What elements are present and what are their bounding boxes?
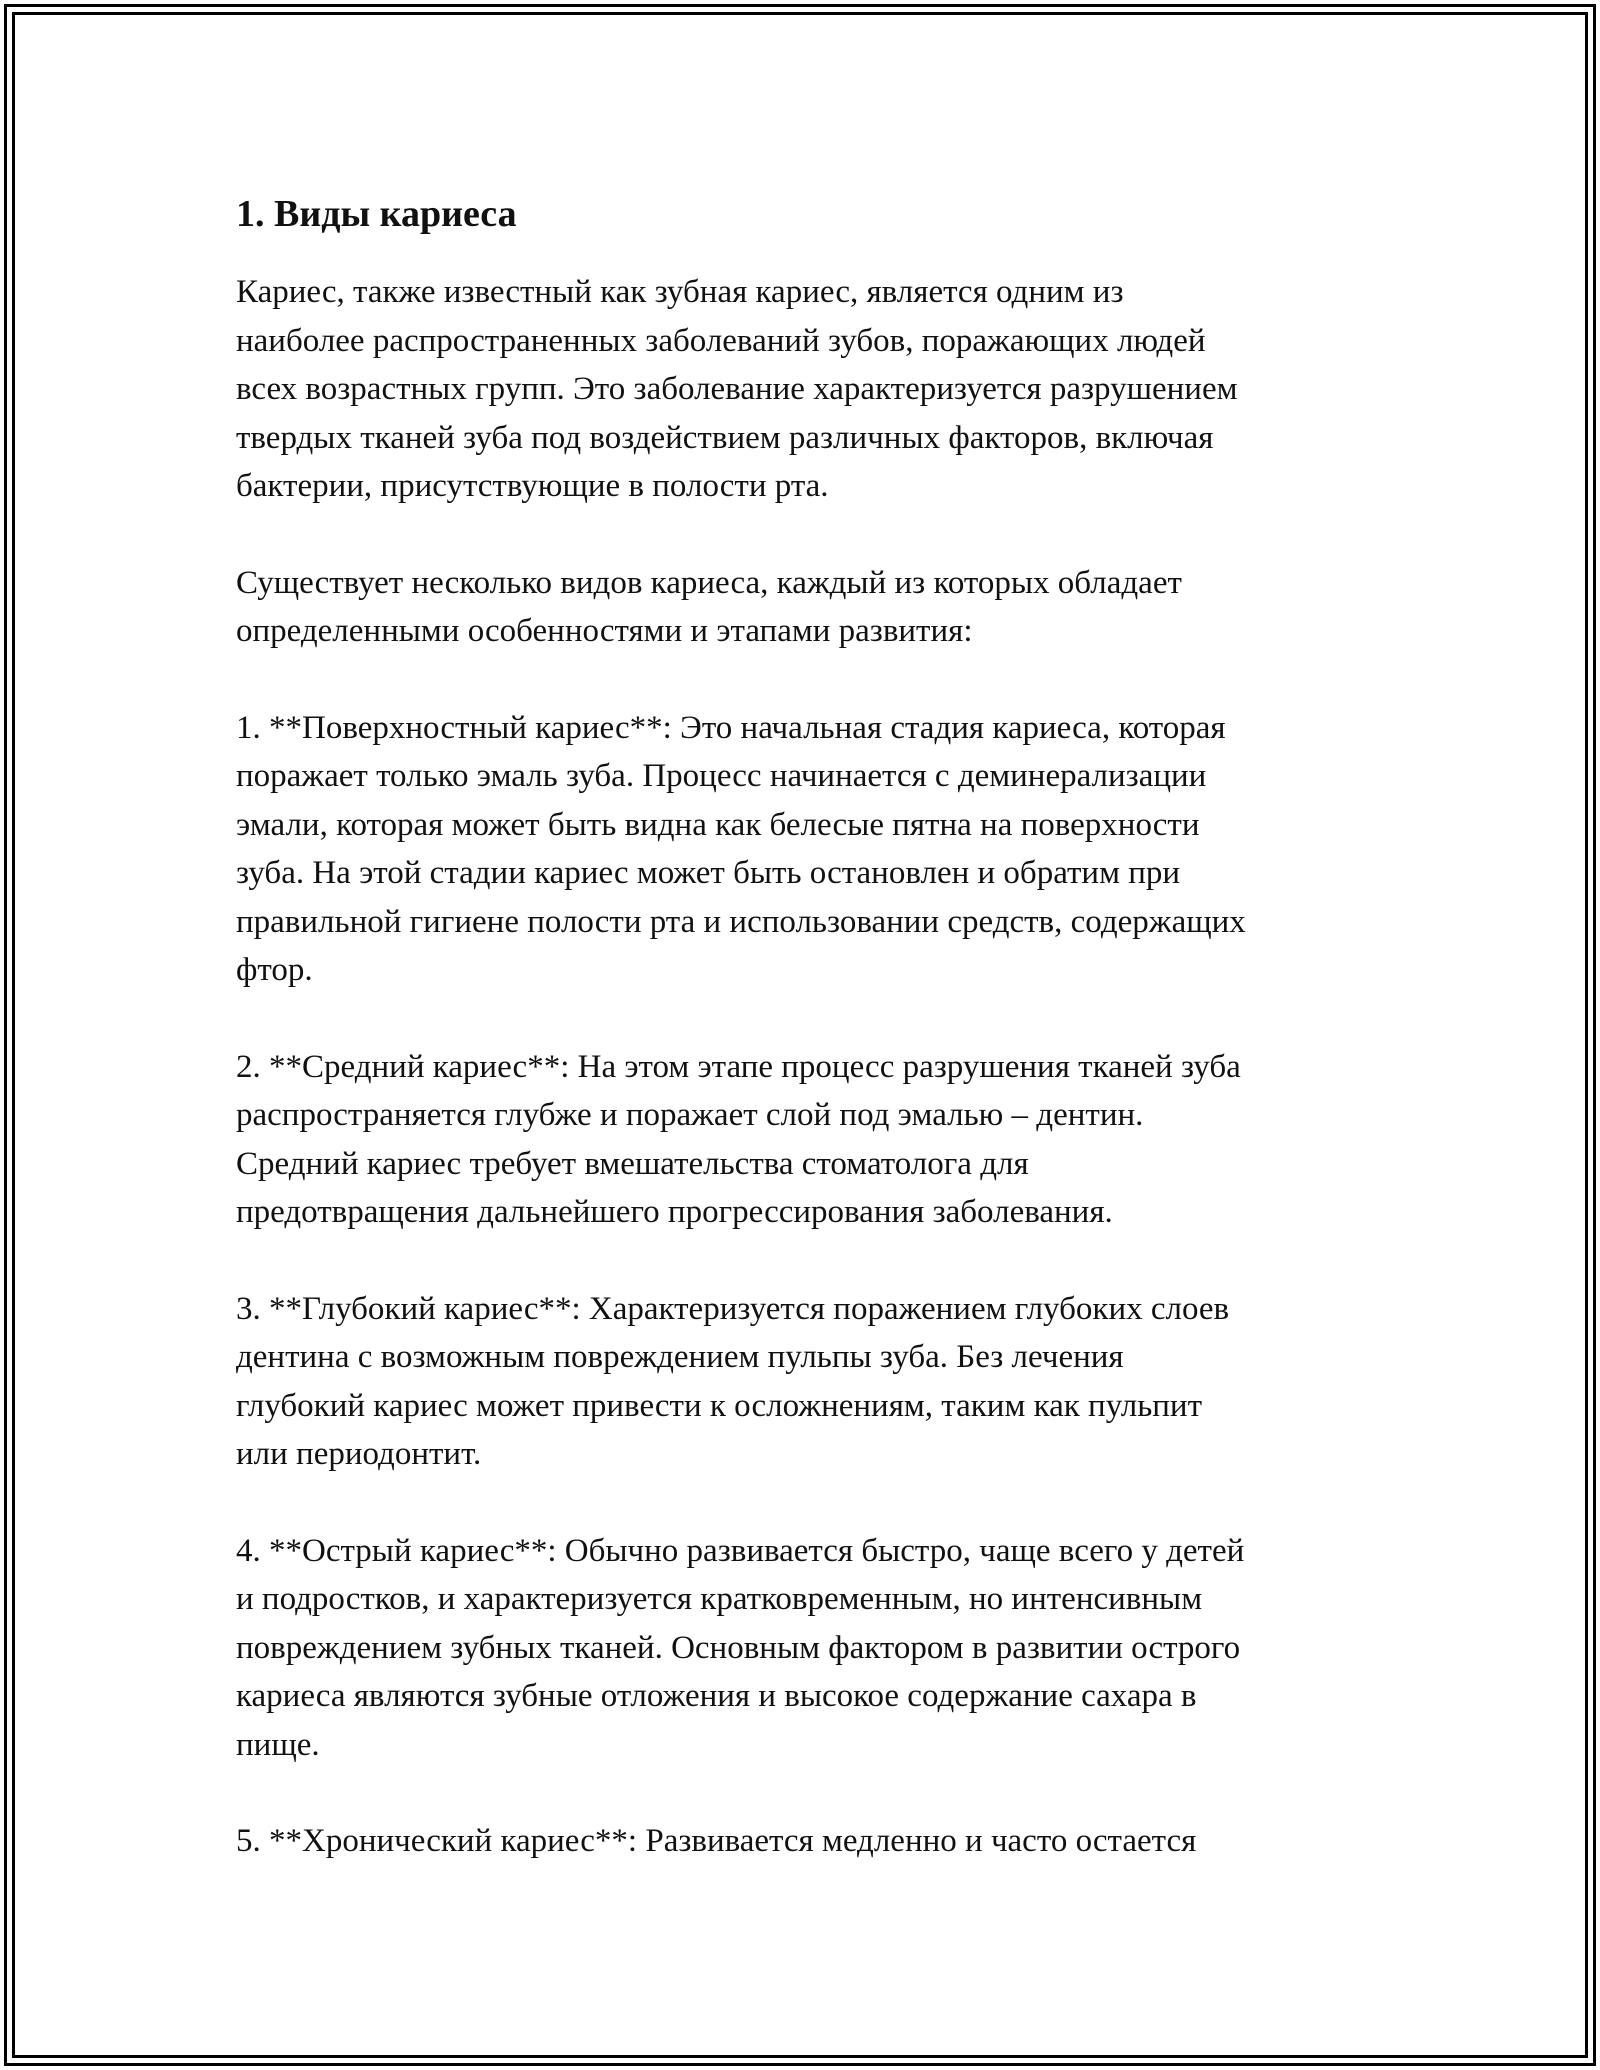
list-item-superficial-caries: 1. **Поверхностный кариес**: Это начальная стадия кариеса, которая поражает только эмаль зуба. Процесс начинается с деминерализации эмали, которая может быть видна как белесые пятна на поверхности зуба. На этой стадии кариес может быть остановлен и обратим при правильной гигиене полости рта и использовании средств, содержащих фтор. [236, 709, 1246, 988]
list-item-acute-caries: 4. **Острый кариес**: Обычно развивается быстро, чаще всего у детей и подростков, и характеризуется кратковременным, но интенсивным повреждением зубных тканей. Основным фактором в развитии острого кариеса являются зубные отложения и высокое содержание сахара в пище. [236, 1532, 1245, 1763]
section-title: 1. Виды кариеса [236, 193, 517, 235]
list-item-deep-caries: 3. **Глубокий кариес**: Характеризуется поражением глубоких слоев дентина с возможным повреждением пульпы зуба. Без лечения глубокий кариес может привести к осложнениям, таким как пульпит или периодонтит. [236, 1290, 1230, 1472]
paragraph-types-intro: Существует несколько видов кариеса, каждый из которых обладает определенными особенностями и этапами развития: [236, 564, 1182, 649]
document-body [236, 186, 1376, 1914]
list-item-medium-caries: 2. **Средний кариес**: На этом этапе процесс разрушения тканей зуба распространяется глубже и поражает слой под эмалью – дентин. Средний кариес требует вмешательства стоматолога для предотвращения дальнейшего прогрессирования заболевания. [236, 1048, 1241, 1230]
paragraph-intro: Кариес, также известный как зубная кариес, является одним из наиболее распространенных заболеваний зубов, поражающих людей всех возрастных групп. Это заболевание характеризуется разрушением твердых тканей зуба под воздействием различных факторов, включая бактерии, присутствующие в полости рта. [236, 274, 1238, 504]
list-item-chronic-caries: 5. **Хронический кариес**: Развивается медленно и часто остается [236, 1823, 1197, 1859]
